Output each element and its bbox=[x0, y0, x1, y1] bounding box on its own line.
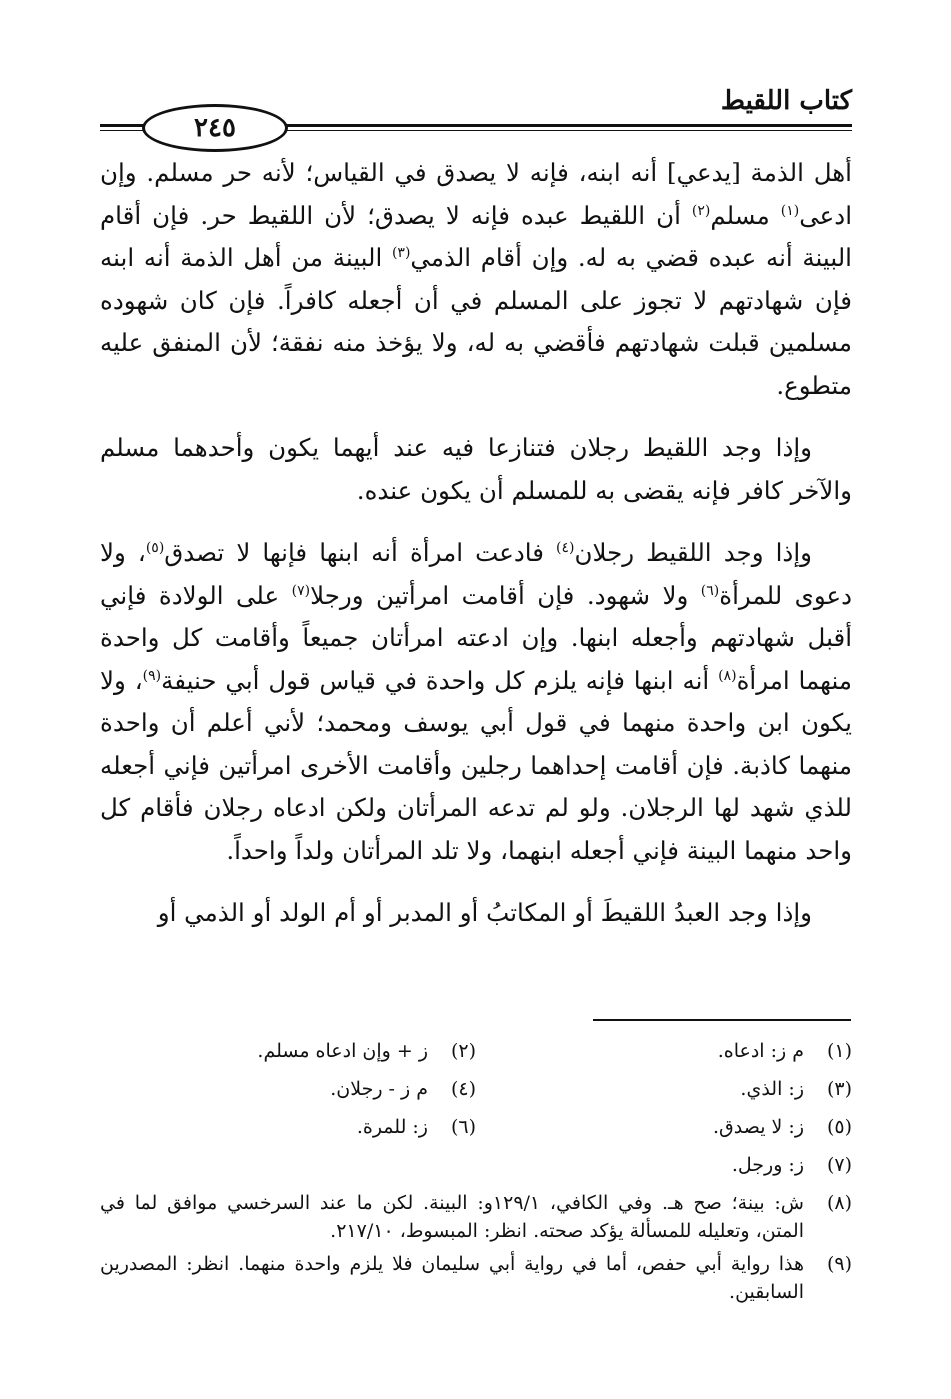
footnote-row bbox=[100, 1108, 852, 1146]
footnote-number: (٧) bbox=[826, 1154, 852, 1176]
footnote bbox=[100, 1070, 476, 1108]
paragraph-text: ولا شهود. فإن أقامت امرأتين ورجلا bbox=[310, 580, 701, 610]
footnotes bbox=[100, 1032, 852, 1311]
footnote-text: ز: ورجل. bbox=[731, 1154, 804, 1176]
footnote-text: م ز: ادعاه. bbox=[717, 1040, 804, 1062]
paragraph-text: فادعت امرأة أنه ابنها فإنها لا تصدق bbox=[164, 538, 557, 567]
footnote-text: هذا رواية أبي حفص، أما في رواية أبي سليمان فلا يلزم واحدة منهما. انظر: المصدرين السابقين. bbox=[100, 1253, 804, 1303]
footnote-reference: (٩) bbox=[142, 667, 162, 684]
paragraph-text: أنه ابنها فإنه يلزم كل واحدة في قياس قول أبي حنيفة bbox=[161, 665, 719, 695]
paragraph-text: البينة من أهل الذمة أنه ابنه فإن شهادتهم لا تجوز على المسلم في أن أجعله كافراً. فإن كان شهوده مسلمين قبلت شهادتهم فأقضي به له، ولا يؤخذ منه نفقة؛ لأن المنفق عليه متطوع. bbox=[100, 243, 852, 400]
footnote bbox=[476, 1032, 852, 1070]
footnote-number: (٢) bbox=[450, 1040, 476, 1062]
paragraph-p2 bbox=[100, 427, 852, 512]
footnote bbox=[100, 1146, 476, 1184]
footnote-row bbox=[100, 1032, 852, 1070]
page-number: ٢٤٥ bbox=[194, 113, 236, 143]
footnote-text: م ز - رجلان. bbox=[330, 1078, 428, 1100]
footnote bbox=[476, 1070, 852, 1108]
footnote-number: (٩) bbox=[826, 1253, 852, 1275]
footnote bbox=[476, 1146, 852, 1184]
footnote-text: ز: الذي. bbox=[740, 1078, 804, 1100]
footnote bbox=[476, 1108, 852, 1146]
footnote-number: (٦) bbox=[450, 1116, 476, 1138]
footnote bbox=[100, 1032, 476, 1070]
paragraph-text: أهل الذمة [يدعي] أنه ابنه، فإنه لا يصدق في القياس؛ لأنه حر مسلم. وإن ادعى bbox=[100, 158, 853, 230]
footnote-number: (٤) bbox=[450, 1078, 476, 1100]
footnote-reference: (٨) bbox=[718, 667, 737, 684]
paragraph-text: وإذا وجد اللقيط رجلان bbox=[574, 538, 812, 567]
footnote-number: (٣) bbox=[826, 1078, 852, 1100]
footnote-reference: (٦) bbox=[700, 582, 720, 599]
footnote-row bbox=[100, 1070, 852, 1108]
page-number-badge bbox=[142, 104, 288, 152]
paragraph-text: ، ولا يكون ابن واحدة منهما في قول أبي يوسف ومحمد؛ لأني أعلم أن واحدة منهما كاذبة. فإن أقامت إحداهما رجلين وأقامت الأخرى امرأتين فإني أجعله للذي شهد لها الرجلان. ولو لم تدعه المرأتان ولكن ادعاه رجلان فأقام كل واحد منهما البينة فإني أجعله ابنهما، ولا تلد المرأتان ولداً واحداً. bbox=[100, 665, 852, 865]
footnote-number: (١) bbox=[826, 1040, 852, 1062]
paragraph-text: مسلم bbox=[710, 200, 781, 230]
footnote-reference: (٥) bbox=[145, 539, 165, 556]
paragraph-p3 bbox=[100, 532, 852, 872]
paragraph-text: ، ولا دعوى للمرأة bbox=[100, 538, 852, 610]
body-text bbox=[100, 152, 852, 955]
footnote-text: ز: لا يصدق. bbox=[712, 1116, 804, 1138]
footnote bbox=[100, 1189, 852, 1245]
chapter-title: كتاب اللقيط bbox=[720, 86, 852, 116]
footnote-row bbox=[100, 1146, 852, 1184]
paragraph-p4 bbox=[100, 892, 852, 935]
paragraph-text: أن اللقيط عبده فإنه لا يصدق؛ لأن اللقيط حر. فإن أقام البينة أنه عبده قضي به له. وإن أقام الذمي bbox=[100, 200, 852, 272]
paragraph-text: وإذا وجد اللقيط رجلان فتنازعا فيه عند أيهما يكون وأحدهما مسلم والآخر كافر فإنه يقضى به للمسلم أن يكون عنده. bbox=[100, 433, 852, 505]
paragraph-text: على الولادة فإني أقبل شهادتهم وأجعله ابنها. وإن ادعته امرأتان جميعاً وأقامت كل واحدة منهما امرأة bbox=[100, 580, 852, 695]
footnote-reference: (١) bbox=[780, 202, 800, 219]
footnote-reference: (٢) bbox=[691, 202, 711, 219]
footnote-reference: (٧) bbox=[291, 582, 311, 599]
footnote-number: (٨) bbox=[826, 1192, 852, 1214]
footnote bbox=[100, 1108, 476, 1146]
footnote-reference: (٤) bbox=[556, 539, 575, 556]
footnote-separator bbox=[593, 1019, 851, 1021]
paragraph-p1 bbox=[100, 152, 852, 407]
footnote bbox=[100, 1250, 852, 1306]
paragraph-text: وإذا وجد العبدُ اللقيطَ أو المكاتبُ أو المدبر أو أم الولد أو الذمي أو bbox=[157, 898, 812, 927]
footnote-text: ز: للمرة. bbox=[356, 1116, 428, 1138]
footnote-reference: (٣) bbox=[391, 244, 411, 261]
footnote-number: (٥) bbox=[826, 1116, 852, 1138]
footnote-text: ش: بينة؛ صح هـ. وفي الكافي، ١٢٩/١و: البينة. لكن ما عند السرخسي موافق لما في المتن، وتعليله للمسألة يؤكد صحته. انظر: المبسوط، ٢١٧/١٠. bbox=[100, 1192, 804, 1242]
page-header bbox=[100, 86, 852, 143]
footnote-text: ز + وإن ادعاه مسلم. bbox=[257, 1040, 428, 1062]
